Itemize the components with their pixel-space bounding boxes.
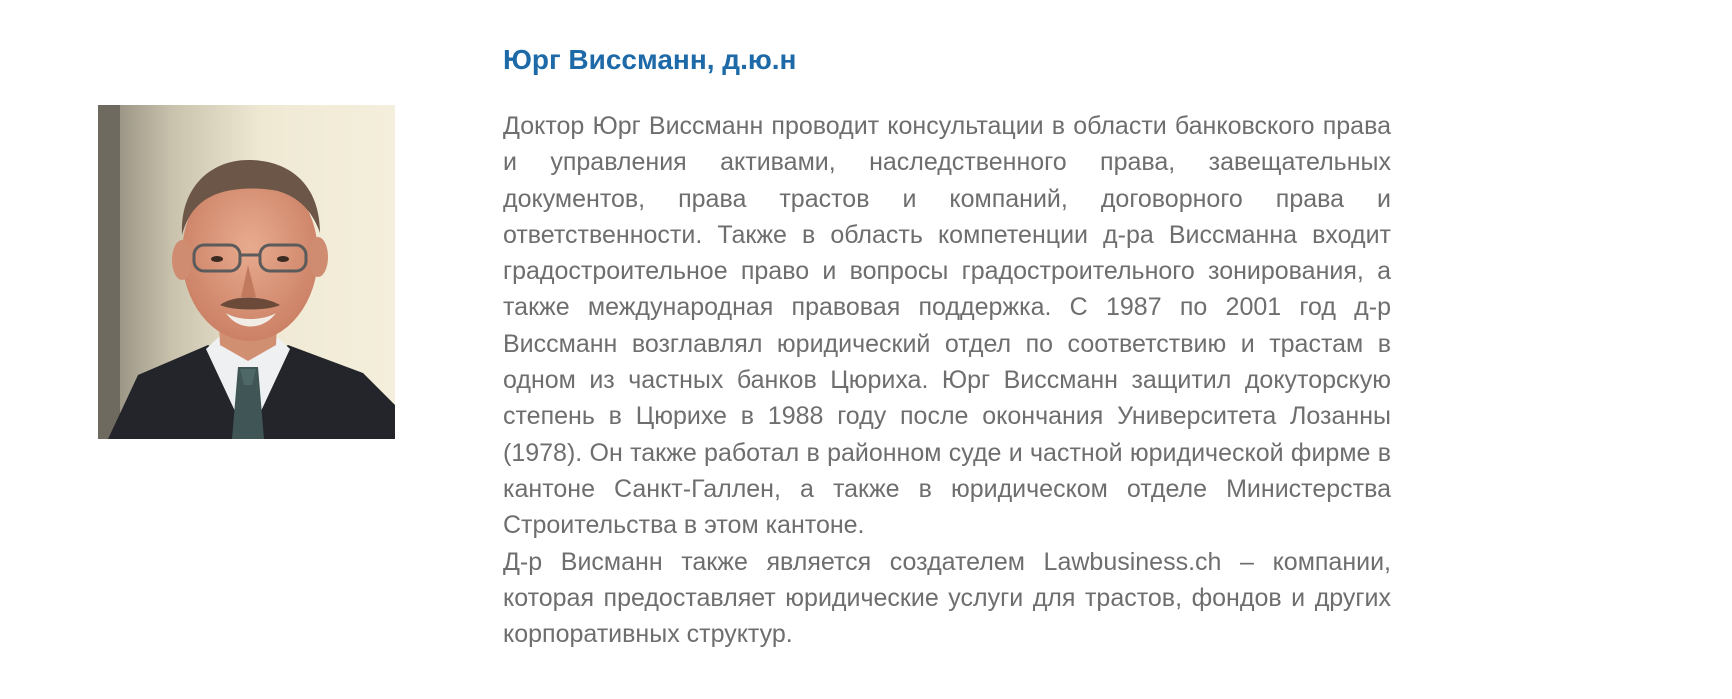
bio-paragraph: Д-р Висманн также является создателем Lawbusiness.ch – компании, которая предоставляет юридические услуги для трастов, фондов и других корпоративных структур. — [503, 547, 1391, 649]
profile-content — [503, 38, 1391, 652]
person-portrait-icon — [98, 105, 395, 439]
person-name: Юрг Виссманн, д.ю.н — [503, 44, 797, 75]
bio-paragraph: Доктор Юрг Виссманн проводит консультации в области банковского права и управления активами, наследственного права, завещательных документов, права трастов и компаний, договорного права и ответственности. Также в область компетенции д-ра Виссманна входит градостроительное право и вопросы градостроительного зонирования, а также международная правовая поддержка. С 1987 по 2001 год д-р Виссманн возглавлял юридический отдел по соответствию и трастам в одном из частных банков Цюриха. Юрг Виссманн защитил докуторскую степень в Цюрихе в 1988 году после окончания Университета Лозанны (1978). Он также работал в районном суде и частной юридической фирме в кантоне Санкт-Галлен, а также в юридическом отделе Министерства Строительства в этом кантоне. — [503, 112, 1391, 540]
profile-photo — [98, 105, 395, 439]
